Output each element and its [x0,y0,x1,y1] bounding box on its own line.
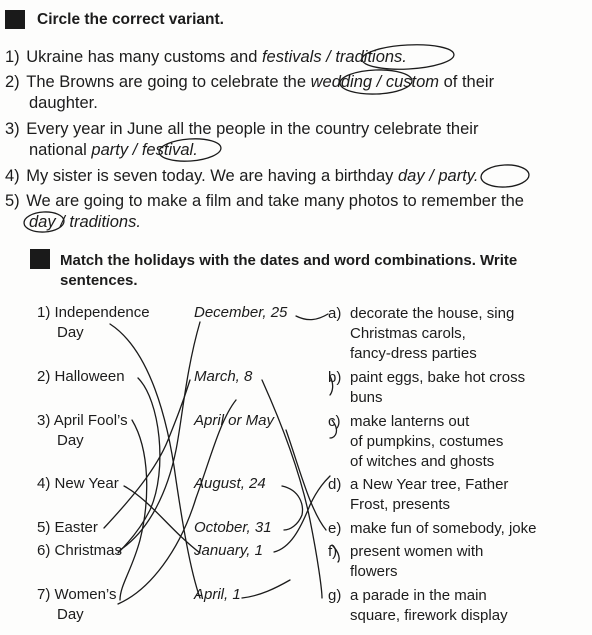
pen-line [120,420,147,600]
activity-letter-d: d) [328,476,342,493]
item-number: 2) [5,73,20,91]
activity-letter-a: a) [328,305,342,322]
item-text: My sister is seven today. We are having a birthday [26,167,398,185]
activity-f: present women with flowers [350,543,484,580]
exercise1-item-3-line2 [29,141,198,160]
exercise1-item-2-line2: daughter. [29,94,98,112]
item-number: 4) [5,167,20,185]
activity-letter-c: c) [328,413,341,430]
date-5: October, 31 [194,519,272,536]
holiday-5: 5) Easter [37,519,98,536]
date-3: April or May [194,412,275,429]
holiday-7: 7) Women’s [37,586,117,603]
activity-b: paint eggs, bake hot cross buns [350,369,526,406]
date-2: March, 8 [194,368,253,385]
exercise1-item-3 [5,120,478,139]
activity-g: a parade in the main square, firework display [350,587,508,624]
option-2-circled[interactable]: festival. [141,141,198,159]
exercise1-item-2 [5,73,494,92]
pen-line [118,378,160,553]
option-separator: / [128,141,142,159]
pen-line [274,476,330,552]
option-2[interactable]: traditions. [69,213,141,231]
option-1[interactable]: day [398,167,425,185]
exercise1-item-5 [5,192,524,211]
activity-c: make lanterns out of pumpkins, costumes of witches and ghosts [350,413,504,470]
option-1[interactable]: party [91,141,129,159]
holiday-2: 2) Halloween [37,368,125,385]
pen-line [286,430,326,530]
option-separator: / [372,73,386,91]
exercise-marker-icon [30,249,50,269]
exercise1-item-1 [5,48,407,67]
activity-letter-b: b) [328,369,342,386]
date-4: August, 24 [194,475,266,492]
date-7: April, 1 [194,586,241,603]
exercise-marker-icon [5,10,25,29]
item-number: 5) [5,192,20,210]
exercise1-heading: Circle the correct variant. [37,11,224,28]
option-separator: / [55,213,70,231]
pen-line [282,486,302,530]
option-1[interactable]: festivals [261,48,322,66]
holiday-6: 6) Christmas [37,542,123,559]
item-text: Every year in June all the people in the country celebrate their [26,120,479,138]
activity-a: decorate the house, sing Christmas carols, fancy-dress parties [350,305,515,362]
activity-letter-g: g) [328,587,342,604]
item-text: Ukraine has many customs and [26,48,262,66]
activity-e: make fun of somebody, joke [350,520,537,537]
activity-d: a New Year tree, Father Frost, presents [350,476,509,513]
option-2-circled[interactable]: traditions. [335,48,407,66]
option-2-circled[interactable]: party. [438,167,479,185]
item-text: We are going to make a film and take many photos to remember the [26,192,524,210]
pen-line [120,322,200,550]
exercise1-item-4 [5,167,478,186]
pen-line [242,580,290,598]
holiday-3: 3) April Fool’s [37,412,128,429]
option-2[interactable]: custom [385,73,440,91]
item-number: 1) [5,48,20,66]
activity-letter-f: f) [328,543,338,560]
holiday-4: 4) New Year [37,475,119,492]
pen-line [296,314,328,320]
option-1-circled[interactable]: day [29,213,56,231]
option-1-circled[interactable]: wedding [310,73,373,91]
item-text: The Browns are going to celebrate the [26,73,311,91]
date-1: December, 25 [194,304,288,321]
item-text: national [29,141,92,159]
pen-line [104,380,190,528]
pen-line [124,486,200,553]
activity-letter-e: e) [328,520,342,537]
exercise2-heading: Match the holidays with the dates and word combinations. Write sentences. [60,252,518,289]
holiday-7-line2: Day [57,606,84,623]
pen-line [110,324,200,598]
holiday-1-line2: Day [57,324,84,341]
pen-line [118,400,236,604]
holiday-1: 1) Independence [37,304,150,321]
option-separator: / [321,48,336,66]
option-separator: / [424,167,439,185]
pen-circle-party [480,164,529,188]
item-number: 3) [5,120,20,138]
holiday-3-line2: Day [57,432,84,449]
exercise1-item-5-line2 [29,213,141,232]
item-text-end: of their [439,73,495,91]
date-6: January, 1 [194,542,263,559]
